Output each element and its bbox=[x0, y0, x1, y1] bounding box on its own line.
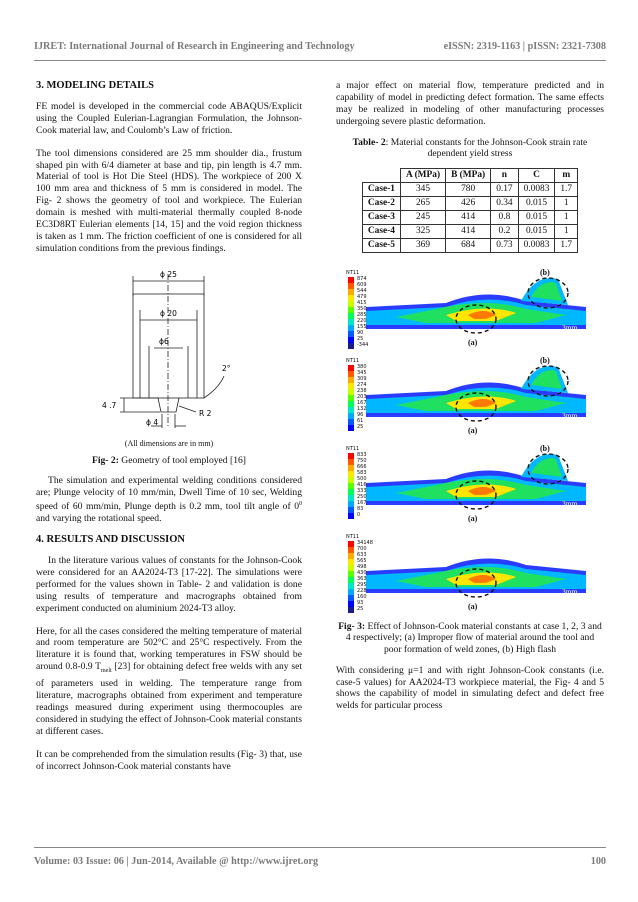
table2-caption bbox=[344, 137, 596, 160]
table-header: C bbox=[518, 168, 555, 182]
paragraph: FE model is developed in the commercial code ABAQUS/Explicit using the Coupled Eulerian-Lagrangian Formulation, the Johnson-Cook material law, and Coulomb’s Law of friction. bbox=[36, 100, 302, 136]
legend-title: NT11 bbox=[346, 357, 360, 364]
fig3-caption bbox=[336, 621, 604, 656]
color-legend bbox=[348, 453, 354, 519]
table-row bbox=[362, 224, 577, 238]
angle-label: 2° bbox=[222, 363, 231, 373]
label-a: (a) bbox=[468, 337, 478, 347]
table-cell: Case-1 bbox=[362, 182, 400, 196]
legend-values: 874 609 544 479 415 350 285 220 155 90 25 -344 bbox=[357, 275, 369, 348]
table-cell: 0.015 bbox=[518, 224, 555, 238]
p3-sup: 0 bbox=[299, 501, 302, 508]
radius-label: R 2 bbox=[199, 408, 212, 418]
table-cell: 0.015 bbox=[518, 210, 555, 224]
table-row bbox=[362, 210, 577, 224]
color-legend bbox=[348, 541, 354, 613]
label-a: (a) bbox=[468, 425, 478, 435]
table-row bbox=[362, 238, 577, 252]
legend-title: NT11 bbox=[346, 533, 360, 540]
table-cell: 0.0083 bbox=[518, 182, 555, 196]
contour-plot bbox=[336, 531, 604, 619]
paragraph: In the literature various values of constants for the Johnson-Cook were considered for an AA2024-T3 [17-22]. The simulations were performed for the values shown in Table- 2 and validation is done using results of temperature and macrographs obtained from experiment conducted on aluminium 2024-T3 alloy. bbox=[36, 555, 302, 614]
fig3-text: Effect of Johnson-Cook material constants at case 1, 2, 3 and 4 respectively; (a) Improper flow of material around the tool and poor formation of weld zones, (b) High flash bbox=[345, 620, 602, 655]
dim-4-label: ϕ 4 bbox=[146, 417, 159, 427]
table-cell: Case-5 bbox=[362, 238, 400, 252]
table-cell: 1 bbox=[555, 196, 578, 210]
table-cell: 345 bbox=[400, 182, 445, 196]
color-legend bbox=[348, 277, 354, 349]
page-number: 100 bbox=[590, 856, 606, 867]
dim-20-label: ϕ 20 bbox=[160, 308, 177, 318]
journal-title: IJRET: International Journal of Research in Engineering and Technology bbox=[34, 41, 355, 52]
table-cell: 0.17 bbox=[491, 182, 518, 196]
table-cell: 0.34 bbox=[491, 196, 518, 210]
p5-text: Here, for all the cases considered the melting temperature of material and room temperature are 502°C and 25°C respectively. From the literature it is found that, working temperatures in FSW should be around 0.8-0.9 T bbox=[36, 625, 302, 673]
label-a: (a) bbox=[468, 513, 478, 523]
table-header bbox=[362, 168, 400, 182]
issn-text: eISSN: 2319-1163 | pISSN: 2321-7308 bbox=[443, 41, 606, 52]
label-b: (b) bbox=[540, 267, 550, 277]
p3-text: The simulation and experimental welding conditions considered are; Plunge velocity of 10 mm/min, Dwell Time of 10 sec, Welding speed of 60 mm/min, Plunge depth is 0.2 mm, tool tilt angle of 0 bbox=[36, 475, 302, 513]
table-cell: 0.0083 bbox=[518, 238, 555, 252]
journal-header bbox=[34, 41, 606, 52]
scale-bar-label: 3mm bbox=[562, 410, 578, 420]
table-cell: 0.8 bbox=[491, 210, 518, 224]
table-cell: Case-3 bbox=[362, 210, 400, 224]
table2-label: Table- 2 bbox=[352, 136, 386, 148]
table-row bbox=[362, 196, 577, 210]
header-rule bbox=[34, 60, 606, 61]
table-cell: 414 bbox=[446, 210, 491, 224]
table-header: B (MPa) bbox=[446, 168, 491, 182]
paragraph bbox=[36, 626, 302, 738]
p5-sub: melt bbox=[100, 668, 112, 675]
contour-image bbox=[336, 267, 604, 347]
table-cell: Case-2 bbox=[362, 196, 400, 210]
table-cell: 780 bbox=[446, 182, 491, 196]
table-cell: 265 bbox=[400, 196, 445, 210]
pin-length-label: 4 .7 bbox=[102, 400, 117, 410]
table-cell: 325 bbox=[400, 224, 445, 238]
contour-image bbox=[336, 443, 604, 523]
color-legend bbox=[348, 365, 354, 431]
paragraph: It can be comprehended from the simulation results (Fig- 3) that, use of incorrect Johnson-Cook material constants have bbox=[36, 748, 302, 772]
right-column bbox=[336, 80, 604, 723]
table-row bbox=[362, 182, 577, 196]
section-heading-modeling: 3. MODELING DETAILS bbox=[36, 80, 154, 91]
table-cell: 684 bbox=[446, 238, 491, 252]
paragraph: With considering μ=1 and with right Johnson-Cook constants (i.e. case-5 values) for AA2024-T3 workpiece material, the Fig- 4 and 5 shows the capability of model in simulating defect and defect free welds for particular process bbox=[336, 664, 604, 712]
table-cell: 245 bbox=[400, 210, 445, 224]
dim-6-label: ϕ6 bbox=[159, 336, 169, 346]
section-heading-results: 4. RESULTS AND DISCUSSION bbox=[36, 534, 185, 546]
table-header: A (MPa) bbox=[400, 168, 445, 182]
p3-text-end: and varying the rotational speed. bbox=[36, 513, 162, 525]
table-cell: 0.73 bbox=[491, 238, 518, 252]
fig2-label: Fig- 2: bbox=[91, 454, 119, 466]
legend-values: 380 345 309 274 238 203 167 132 96 61 25 bbox=[357, 363, 367, 430]
table-cell: 426 bbox=[446, 196, 491, 210]
fig2-caption bbox=[36, 455, 302, 467]
contour-plot bbox=[336, 355, 604, 443]
scale-bar-label: 3mm bbox=[562, 322, 578, 332]
legend-values: 34148 700 633 565 498 430 363 295 228 160 93 25 bbox=[357, 539, 373, 612]
table-cell: 369 bbox=[400, 238, 445, 252]
table-header: n bbox=[491, 168, 518, 182]
left-column bbox=[36, 80, 302, 783]
material-constants-table bbox=[362, 168, 578, 253]
contour-plot bbox=[336, 267, 604, 355]
contour-image bbox=[336, 531, 604, 611]
table-cell: 1.7 bbox=[555, 182, 578, 196]
fig2-text: Geometry of tool employed [16] bbox=[118, 454, 246, 466]
contour-image bbox=[336, 355, 604, 435]
simulation-plots bbox=[336, 267, 604, 619]
table2-caption-text: : Material constants for the Johnson-Cook strain rate dependent yield stress bbox=[385, 136, 588, 160]
table-cell: 0.2 bbox=[491, 224, 518, 238]
table-cell: 0.015 bbox=[518, 196, 555, 210]
scale-bar-label: 3mm bbox=[562, 586, 578, 596]
label-b: (b) bbox=[540, 355, 550, 365]
table-cell: 1 bbox=[555, 210, 578, 224]
paragraph bbox=[36, 475, 302, 525]
table-header: m bbox=[555, 168, 578, 182]
dimensions-note: (All dimensions are in mm) bbox=[124, 438, 214, 448]
footer bbox=[34, 856, 606, 867]
label-a: (a) bbox=[468, 601, 478, 611]
p5-text-end: [23] for obtaining defect free welds with any set of parameters used in welding. The temperature range from literature, macrographs obtained from experiment and temperature readings measured during experiment using thermocouples are considered in studying the effect of Johnson-Cook material constants at different cases. bbox=[36, 661, 302, 737]
footer-rule bbox=[34, 847, 606, 848]
legend-title: NT11 bbox=[346, 445, 360, 452]
dim-25-label: ϕ 25 bbox=[160, 269, 177, 279]
scale-bar-label: 3mm bbox=[562, 498, 578, 508]
contour-plot bbox=[336, 443, 604, 531]
paragraph: a major effect on material flow, temperature predicted and in capability of model in predicting defect formation. The same effects may be realized in modeling of other manufacturing processes undergoing severe plastic deformation. bbox=[336, 80, 604, 127]
legend-title: NT11 bbox=[346, 269, 360, 276]
table-cell: 1 bbox=[555, 224, 578, 238]
fig3-label: Fig- 3: bbox=[338, 620, 366, 632]
volume-info: Volume: 03 Issue: 06 | Jun-2014, Available @ http://www.ijret.org bbox=[34, 856, 319, 867]
legend-values: 833 750 666 583 500 416 333 250 167 83 0 bbox=[357, 451, 367, 518]
label-b: (b) bbox=[540, 443, 550, 453]
table-cell: 1.7 bbox=[555, 238, 578, 252]
paragraph: The tool dimensions considered are 25 mm shoulder dia., frustum shaped pin with 6/4 diameter at base and tip, pin length is 4.7 mm. Material of tool is Hot Die Steel (HDS). The workpiece of 200 X 100 mm area and thickness of 5 mm is considered in model. The Fig- 2 shows the geometry of tool and workpiece. The Eulerian domain is meshed with multi-material thermally coupled 8-node EC3D8RT Eulerian elements [14, 15] and the void region thickness is taken as 1 mm. The friction coefficient of one is considered for all simulation conditions from the previous findings. bbox=[36, 147, 302, 254]
tool-drawing bbox=[36, 266, 302, 432]
table-cell: Case-4 bbox=[362, 224, 400, 238]
table-cell: 414 bbox=[446, 224, 491, 238]
tool-geometry-figure bbox=[36, 266, 302, 432]
